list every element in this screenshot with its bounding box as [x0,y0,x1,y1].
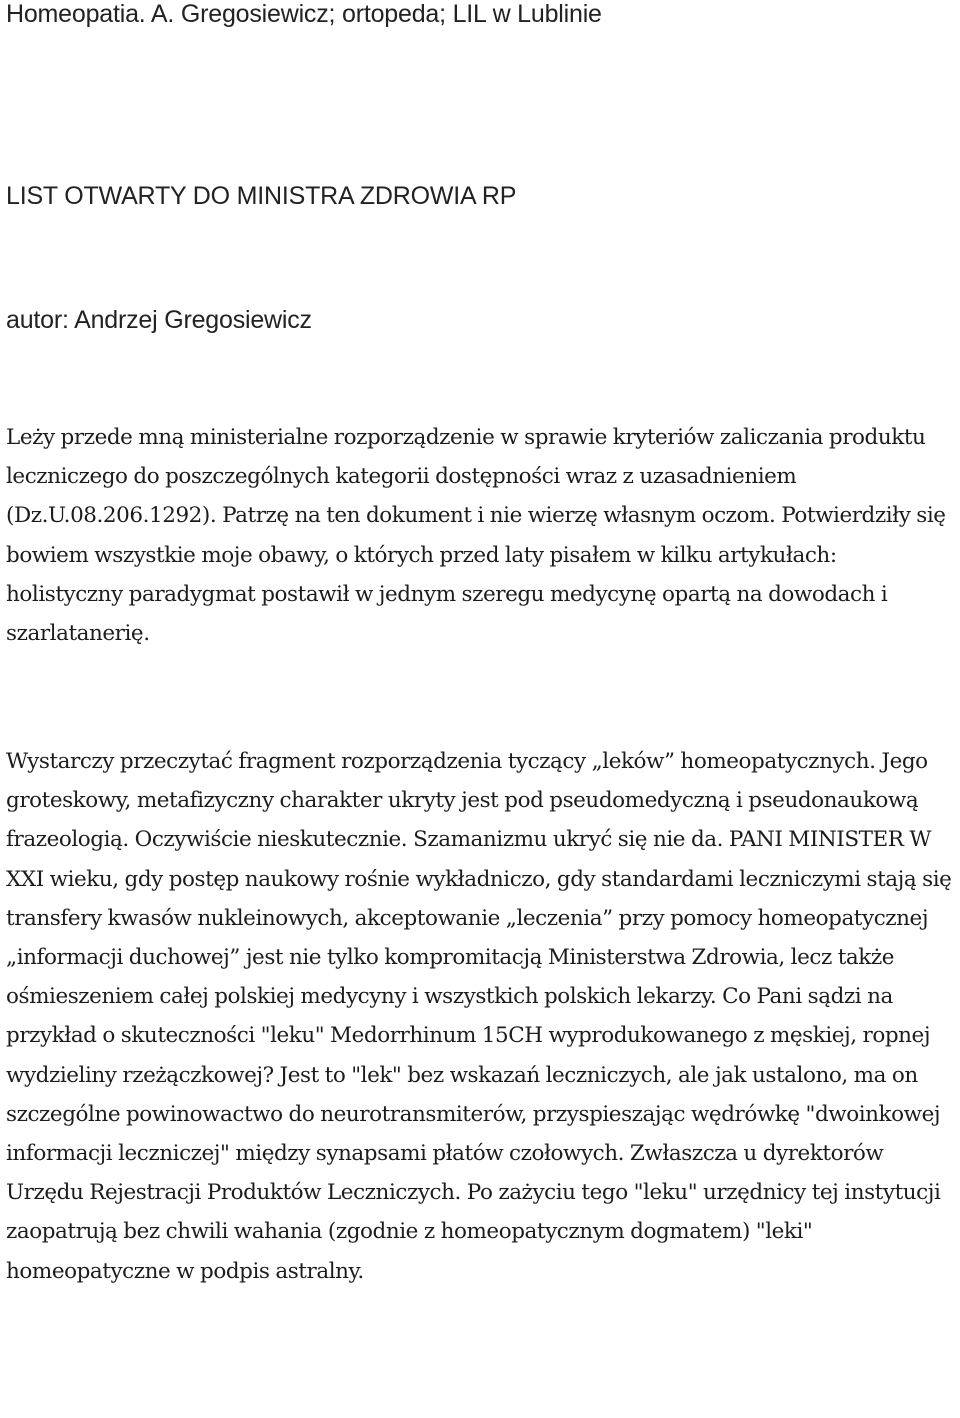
document-header: Homeopatia. A. Gregosiewicz; ortopeda; LIL w Lublinie [6,0,602,28]
author-line: autor: Andrzej Gregosiewicz [6,306,312,334]
paragraph-2: Wystarczy przeczytać fragment rozporządzenia tyczący „leków” homeopatycznych. Jego groteskowy, metafizyczny charakter ukryty jest pod pseudomedyczną i pseudonaukową frazeologią. Oczywiście nieskutecznie. Szamanizmu ukryć się nie da. PANI MINISTER W XXI wieku, gdy postęp naukowy rośnie wykładniczo, gdy standardami leczniczymi stają się transfery kwasów nukleinowych, akceptowanie „leczenia” przy pomocy homeopatycznej „informacji duchowej” jest nie tylko kompromitacją Ministerstwa Zdrowia, lecz także ośmieszeniem całej polskiej medycyny i wszystkich polskich lekarzy. Co Pani sądzi na przykład o skuteczności "leku" Medorrhinum 15CH wyprodukowanego z męskiej, ropnej wydzieliny rzeżączkowej? Jest to "lek" bez wskazań leczniczych, ale jak ustalono, ma on szczególne powinowactwo do neurotransmiterów, przyspieszając wędrówkę "dwoinkowej informacji leczniczej" między synapsami płatów czołowych. Zwłaszcza u dyrektorów Urzędu Rejestracji Produktów Leczniczych. Po zażyciu tego "leku" urzędnicy tej instytucji zaopatrują bez chwili wahania (zgodnie z homeopatycznym dogmatem) "leki" homeopatyczne w podpis astralny. [6,749,952,1284]
letter-title: LIST OTWARTY DO MINISTRA ZDROWIA RP [6,182,517,210]
paragraph-1: Leży przede mną ministerialne rozporządzenie w sprawie kryteriów zaliczania produktu leczniczego do poszczególnych kategorii dostępności wraz z uzasadnieniem (Dz.U.08.206.1292). Patrzę na ten dokument i nie wierzę własnym oczom. Potwierdziły się bowiem wszystkie moje obawy, o których przed laty pisałem w kilku artykułach: holistyczny paradygmat postawił w jednym szeregu medycynę opartą na dowodach i szarlatanerię. [6,425,946,647]
